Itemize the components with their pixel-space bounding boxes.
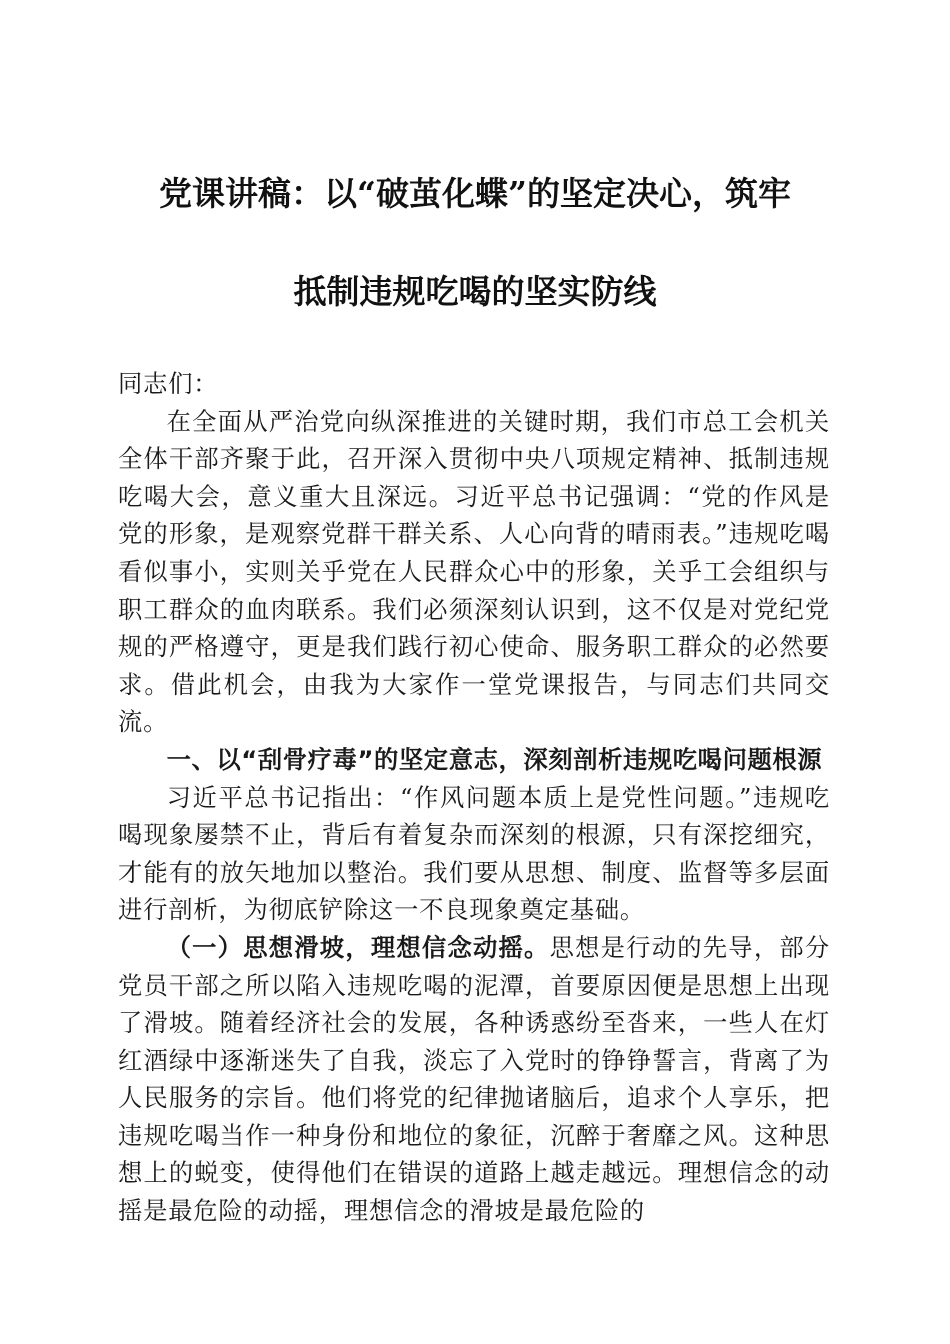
- document-title-line-2: 抵制违规吃喝的坚实防线: [293, 272, 657, 311]
- subsection-1-text: 思想是行动的先导，部分党员干部之所以陷入违规吃喝的泥潭，首要原因便是思想上出现了滑坡。随着经济社会的发展，各种诱惑纷至沓来，一些人在灯红酒绿中逐渐迷失了自我，淡忘了入党时的铮铮誓言，背离了为人民服务的宗旨。他们将党的纪律抛诸脑后，追求个人享乐，把违规吃喝当作一种身份和地位的象征，沉醉于奢靡之风。这种思想上的蜕变，使得他们在错误的道路上越走越远。理想信念的动摇是最危险的动摇，理想信念的滑坡是最危险的: [118, 932, 830, 1226]
- document-body: [118, 365, 830, 1230]
- document-title-line-1: 党课讲稿：以“破茧化蝶”的坚定决心，筑牢: [159, 174, 791, 213]
- section-1-heading: 一、以“刮骨疗毒”的坚定意志，深刻剖析违规吃喝问题根源: [166, 744, 823, 774]
- intro-paragraph: 在全面从严治党向纵深推进的关键时期，我们市总工会机关全体干部齐聚于此，召开深入贯彻中央八项规定精神、抵制违规吃喝大会，意义重大且深远。习近平总书记强调：“党的作风是党的形象，是观察党群干群关系、人心向背的晴雨表。”违规吃喝看似事小，实则关乎党在人民群众心中的形象，关乎工会组织与职工群众的血肉联系。我们必须深刻认识到，这不仅是对党纪党规的严格遵守，更是我们践行初心使命、服务职工群众的必然要求。借此机会，由我为大家作一堂党课报告，与同志们共同交流。: [118, 406, 830, 737]
- subsection-1-paragraph: [118, 929, 830, 1230]
- section-1-paragraph: 习近平总书记指出：“作风问题本质上是党性问题。”违规吃喝现象屡禁不止，背后有着复杂而深刻的根源，只有深挖细究，才能有的放矢地加以整治。我们要从思想、制度、监督等多层面进行剖析，为彻底铲除这一不良现象奠定基础。: [118, 782, 830, 925]
- subsection-1-heading: （一）思想滑坡，理想信念动摇。: [166, 932, 550, 962]
- salutation: 同志们：: [118, 369, 219, 398]
